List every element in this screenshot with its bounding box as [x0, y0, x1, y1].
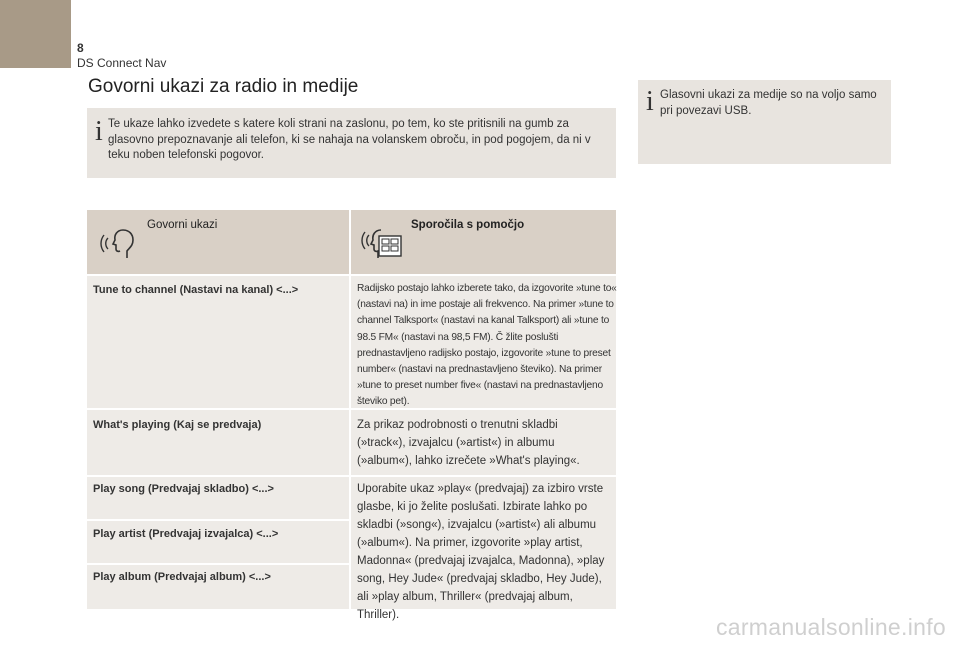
table-row [87, 276, 349, 408]
command-description: Uporabite ukaz »play« (predvajaj) za izbiro vrste glasbe, ki jo želite poslušati. Izbirate lahko po skladbi (»song«), izvajalcu (»artist«) ali albumu (»album«). Na primer, izgovorite »play artist, Madonna« (predvajaj izvajalca, Madonna), »play song, Hey Jude« (predvajaj skladbo, Hey Jude), ali »play album, Thriller« (predvajaj album, Thriller). [357, 483, 605, 621]
command-label: Tune to channel (Nastavi na kanal) <...> [93, 284, 299, 296]
corner-tab [0, 0, 71, 68]
command-label: Play song (Predvajaj skladbo) <...> [93, 483, 274, 495]
command-label: What's playing (Kaj se predvaja) [93, 419, 262, 431]
info-note-usb [638, 80, 891, 164]
command-description: Za prikaz podrobnosti o trenutni skladbi (»track«), izvajalcu (»artist«) in albumu (»album«), lahko izrečete »What's playing«. [357, 419, 580, 467]
info-note-commands [87, 108, 616, 178]
page-title: Govorni ukazi za radio in medije [88, 76, 359, 97]
table-header-messages [351, 210, 616, 274]
table-header-label: Sporočila s pomočjo [411, 219, 525, 231]
table-row [351, 477, 616, 621]
table-header-commands [87, 210, 349, 274]
info-note-text: Glasovni ukazi za medije so na voljo samo pri povezavi USB. [660, 89, 877, 117]
table-row [87, 477, 349, 519]
table-row [87, 565, 349, 609]
voice-help-icon [359, 222, 405, 264]
document-name: DS Connect Nav [77, 56, 167, 70]
page-number: 8 [77, 41, 84, 55]
table-row [87, 521, 349, 563]
info-note-text: Te ukaze lahko izvedete s katere koli strani na zaslonu, po tem, ko ste pritisnili na gumb za glasovno prepoznavanje ali telefon, ki se nahaja na volanskem obroču, in pod pogojem, da ni v teku noben telefonski pogovor. [108, 118, 591, 161]
watermark: carmanualsonline.info [715, 614, 946, 640]
table-row [351, 276, 616, 408]
info-icon: i [646, 86, 654, 117]
table-row [87, 410, 349, 475]
voice-command-icon [99, 224, 139, 264]
command-description: Radijsko postajo lahko izberete tako, da izgovorite »tune to« (nastavi na) in ime postaje ali frekvenco. Na primer »tune to channel Talksport« (nastavi na kanal Talksport) ali »tune to 98.5 FM« (nastavi na 98,5 FM). Č žlite poslušti prednastavljeno radijsko postajo, izgovorite »tune to preset number« (nastavi na prednastavljeno števiko). Na primer »tune to preset number five« (nastavi na prednastavljeno števiko pet). [357, 283, 617, 408]
command-label: Play album (Predvajaj album) <...> [93, 571, 271, 583]
info-icon: i [95, 116, 103, 147]
table-header-label: Govorni ukazi [147, 219, 218, 231]
command-label: Play artist (Predvajaj izvajalca) <...> [93, 528, 279, 540]
table-row [351, 410, 616, 475]
